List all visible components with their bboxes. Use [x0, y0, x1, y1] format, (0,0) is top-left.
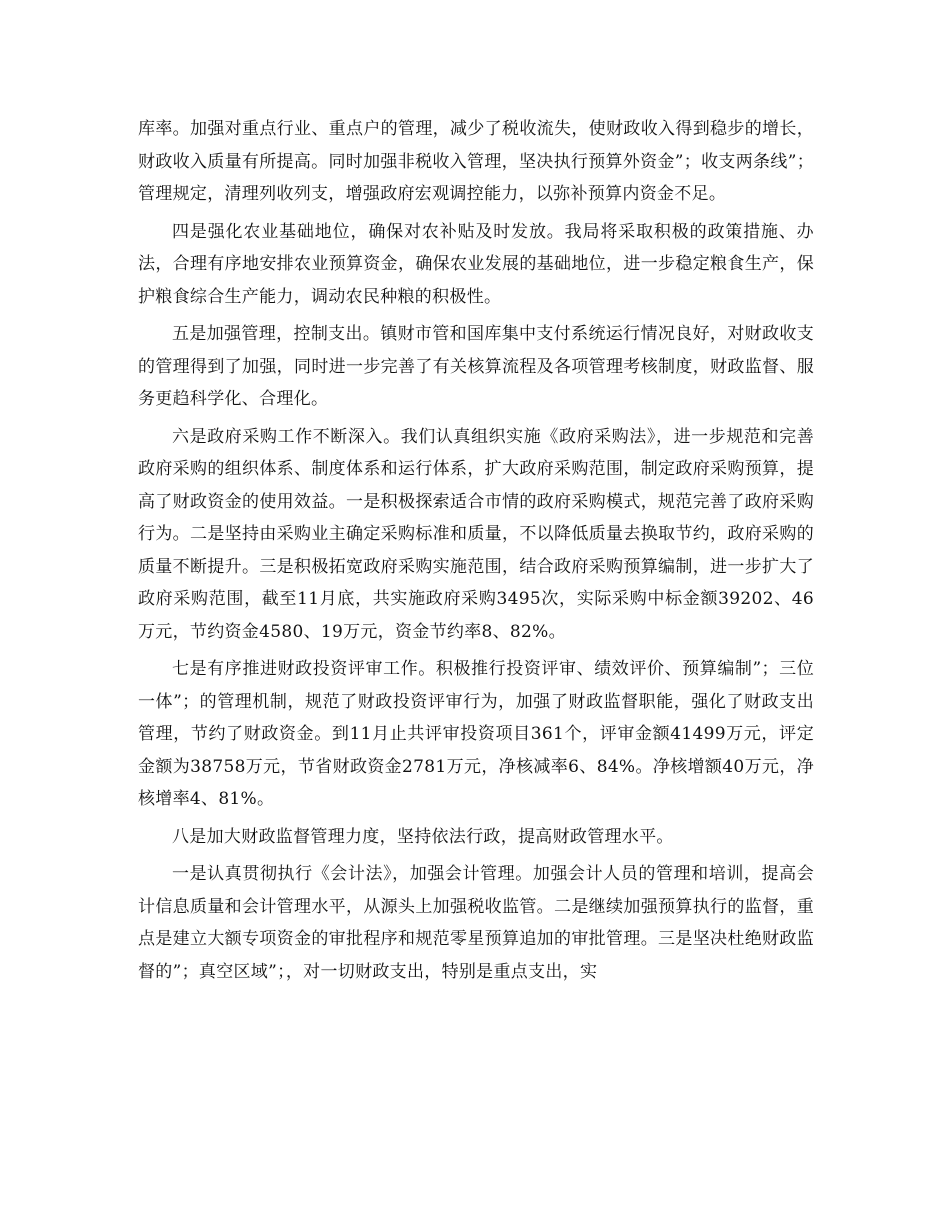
paragraph-agriculture: 四是强化农业基础地位，确保对农补贴及时发放。我局将采取积极的政策措施、办法，合理有序地安排农业预算资金，确保农业发展的基础地位，进一步稳定粮食生产，保护粮食综合生产能力，调动农民种粮的积极性。: [138, 221, 814, 307]
paragraph-expenditure-control: 五是加强管理，控制支出。镇财市管和国库集中支付系统运行情况良好，对财政收支的管理得到了加强，同时进一步完善了有关核算流程及各项管理考核制度，财政监督、服务更趋科学化、合理化。: [138, 324, 814, 409]
paragraph-financial-supervision: 八是加大财政监督管理力度，坚持依法行政，提高财政管理水平。: [172, 826, 674, 847]
paragraph-revenue-management: 库率。加强对重点行业、重点户的管理，减少了税收流失，使财政收入得到稳步的增长，财政收入质量有所提高。同时加强非税收入管理，坚决执行预算外资金”；收支两条线”；管理规定，清理列收列支，增强政府宏观调控能力，以弥补预算内资金不足。: [138, 119, 814, 204]
paragraph-government-procurement: 六是政府采购工作不断深入。我们认真组织实施《政府采购法》，进一步规范和完善政府采购的组织体系、制度体系和运行体系，扩大政府采购范围，制定政府采购预算，提高了财政资金的使用效益。一是积极探索适合市情的政府采购模式，规范完善了政府采购行为。二是坚持由采购业主确定采购标准和质量，不以降低质量去换取节约，政府采购的质量不断提升。三是积极拓宽政府采购实施范围，结合政府采购预算编制，进一步扩大了政府采购范围，截至11月底，共实施政府采购3495次，实际采购中标金额39202、46万元，节约资金4580、19万元，资金节约率8、82%。: [138, 426, 814, 642]
document-body: [138, 113, 814, 993]
paragraph-investment-review: 七是有序推进财政投资评审工作。积极推行投资评审、绩效评价、预算编制”；三位一体”；的管理机制，规范了财政投资评审行为，加强了财政监督职能，强化了财政支出管理，节约了财政资金。到11月止共评审投资项目361个，评审金额41499万元，评定金额为38758万元，节省财政资金2781万元，净核减率6、84%。净核增额40万元，净核增率4、81%。: [138, 659, 814, 809]
paragraph-accounting-law: 一是认真贯彻执行《会计法》，加强会计管理。加强会计人员的管理和培训，提高会计信息质量和会计管理水平，从源头上加强税收监管。二是继续加强预算执行的监督，重点是建立大额专项资金的审批程序和规范零星预算追加的审批管理。三是坚决杜绝财政监督的”；真空区域”；，对一切财政支出，特别是重点支出，实: [138, 864, 814, 982]
